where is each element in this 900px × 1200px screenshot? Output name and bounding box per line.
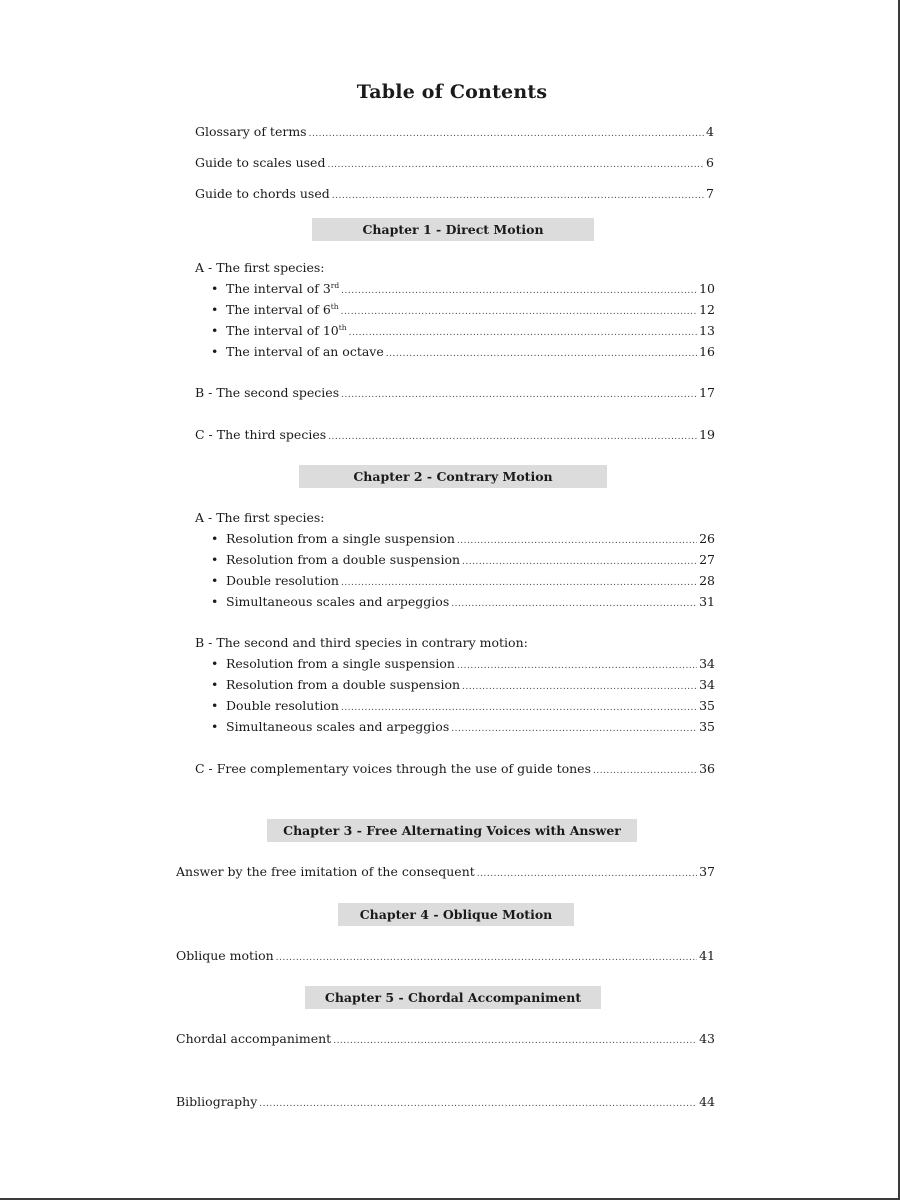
dot-leader <box>276 948 697 968</box>
bullet-icon: • <box>211 719 219 734</box>
chapter-heading: Chapter 4 - Oblique Motion <box>338 903 574 926</box>
toc-entry-label: Resolution from a double suspension <box>226 552 461 567</box>
toc-entry-label: Double resolution <box>226 698 339 713</box>
toc-entry <box>176 946 715 966</box>
toc-entry-page: 26 <box>699 531 715 546</box>
toc-entry-page: 10 <box>699 281 715 296</box>
toc-entry-page: 6 <box>706 155 714 170</box>
toc-entry-label: Glossary of terms <box>195 124 307 139</box>
dot-leader <box>462 552 697 572</box>
toc-entry-label: The interval of 6th <box>226 301 339 317</box>
dot-leader <box>457 531 697 551</box>
bullet-icon: • <box>211 302 219 317</box>
dot-leader <box>309 124 704 144</box>
toc-entry-label: Oblique motion <box>176 948 274 963</box>
toc-entry-label: The interval of an octave <box>226 344 384 359</box>
toc-entry-page: 7 <box>706 186 714 201</box>
toc-entry-page: 35 <box>699 698 715 713</box>
section-heading: A - The first species: <box>195 510 325 525</box>
toc-entry-label: Resolution from a single suspension <box>226 531 455 546</box>
toc-entry <box>195 184 714 204</box>
dot-leader <box>332 186 704 206</box>
toc-entry-label: Resolution from a double suspension <box>226 677 461 692</box>
toc-entry <box>226 717 715 737</box>
toc-entry-page: 44 <box>699 1094 715 1109</box>
toc-entry-page: 34 <box>699 677 715 692</box>
toc-entry <box>226 342 715 362</box>
toc-entry <box>226 279 715 299</box>
toc-entry-page: 12 <box>699 302 715 317</box>
dot-leader <box>451 719 697 739</box>
bullet-icon: • <box>211 281 219 296</box>
bullet-icon: • <box>211 531 219 546</box>
dot-leader <box>259 1094 697 1114</box>
chapter-heading: Chapter 2 - Contrary Motion <box>299 465 607 488</box>
dot-leader <box>457 656 697 676</box>
toc-entry-page: 34 <box>699 656 715 671</box>
toc-entry <box>226 571 715 591</box>
dot-leader <box>593 761 697 781</box>
bullet-icon: • <box>211 344 219 359</box>
section-heading: A - The first species: <box>195 260 325 275</box>
toc-entry-page: 19 <box>699 427 715 442</box>
dot-leader <box>462 677 697 697</box>
toc-entry <box>226 550 715 570</box>
toc-entry-label: Simultaneous scales and arpeggios <box>226 719 450 734</box>
dot-leader <box>341 281 697 301</box>
bullet-icon: • <box>211 552 219 567</box>
toc-entry-label: The interval of 10th <box>226 322 347 338</box>
toc-entry <box>226 592 715 612</box>
toc-entry-label: The interval of 3rd <box>226 280 340 296</box>
dot-leader <box>328 427 697 447</box>
toc-entry-label: Simultaneous scales and arpeggios <box>226 594 450 609</box>
toc-entry-page: 41 <box>699 948 715 963</box>
toc-entry-label: Resolution from a single suspension <box>226 656 455 671</box>
toc-entry-page: 43 <box>699 1031 715 1046</box>
toc-entry <box>195 759 715 779</box>
dot-leader <box>341 573 697 593</box>
toc-entry-label: B - The second species <box>195 385 340 400</box>
section-heading: B - The second and third species in contrary motion: <box>195 635 528 650</box>
toc-entry-page: 16 <box>699 344 715 359</box>
dot-leader <box>341 302 697 322</box>
dot-leader <box>349 323 698 343</box>
toc-entry-page: 27 <box>699 552 715 567</box>
bullet-icon: • <box>211 677 219 692</box>
bullet-icon: • <box>211 594 219 609</box>
toc-entry <box>226 300 715 320</box>
chapter-heading: Chapter 5 - Chordal Accompaniment <box>305 986 601 1009</box>
bullet-icon: • <box>211 698 219 713</box>
chapter-heading: Chapter 1 - Direct Motion <box>312 218 594 241</box>
toc-entry <box>195 383 715 403</box>
toc-entry <box>176 1029 715 1049</box>
toc-entry-page: 35 <box>699 719 715 734</box>
toc-entry <box>195 425 715 445</box>
toc-entry-label: C - Free complementary voices through the use of guide tones <box>195 761 591 776</box>
toc-entry-label: Guide to scales used <box>195 155 326 170</box>
toc-entry <box>176 1092 715 1112</box>
toc-entry-page: 17 <box>699 385 715 400</box>
toc-entry-page: 4 <box>706 124 714 139</box>
bullet-icon: • <box>211 323 219 338</box>
toc-entry <box>226 529 715 549</box>
dot-leader <box>341 698 697 718</box>
toc-entry <box>226 321 715 341</box>
page-title: Table of Contents <box>356 81 548 103</box>
bullet-icon: • <box>211 656 219 671</box>
toc-entry-label: C - The third species <box>195 427 327 442</box>
toc-entry-page: 36 <box>699 761 715 776</box>
dot-leader <box>386 344 697 364</box>
dot-leader <box>333 1031 697 1051</box>
bullet-icon: • <box>211 573 219 588</box>
toc-entry <box>195 153 714 173</box>
toc-entry-page: 31 <box>699 594 715 609</box>
toc-entry-label: Guide to chords used <box>195 186 330 201</box>
toc-entry-label: Answer by the free imitation of the consequent <box>176 864 475 879</box>
dot-leader <box>327 155 704 175</box>
toc-entry-label: Double resolution <box>226 573 339 588</box>
toc-entry-page: 28 <box>699 573 715 588</box>
toc-entry <box>226 675 715 695</box>
toc-entry <box>176 862 715 882</box>
toc-entry-page: 13 <box>699 323 715 338</box>
toc-entry <box>195 122 714 142</box>
chapter-heading: Chapter 3 - Free Alternating Voices with Answer <box>267 819 637 842</box>
toc-entry-page: 37 <box>699 864 715 879</box>
dot-leader <box>477 864 697 884</box>
dot-leader <box>451 594 697 614</box>
dot-leader <box>341 385 697 405</box>
toc-entry <box>226 654 715 674</box>
toc-entry-label: Bibliography <box>176 1094 258 1109</box>
toc-entry <box>226 696 715 716</box>
toc-entry-label: Chordal accompaniment <box>176 1031 332 1046</box>
